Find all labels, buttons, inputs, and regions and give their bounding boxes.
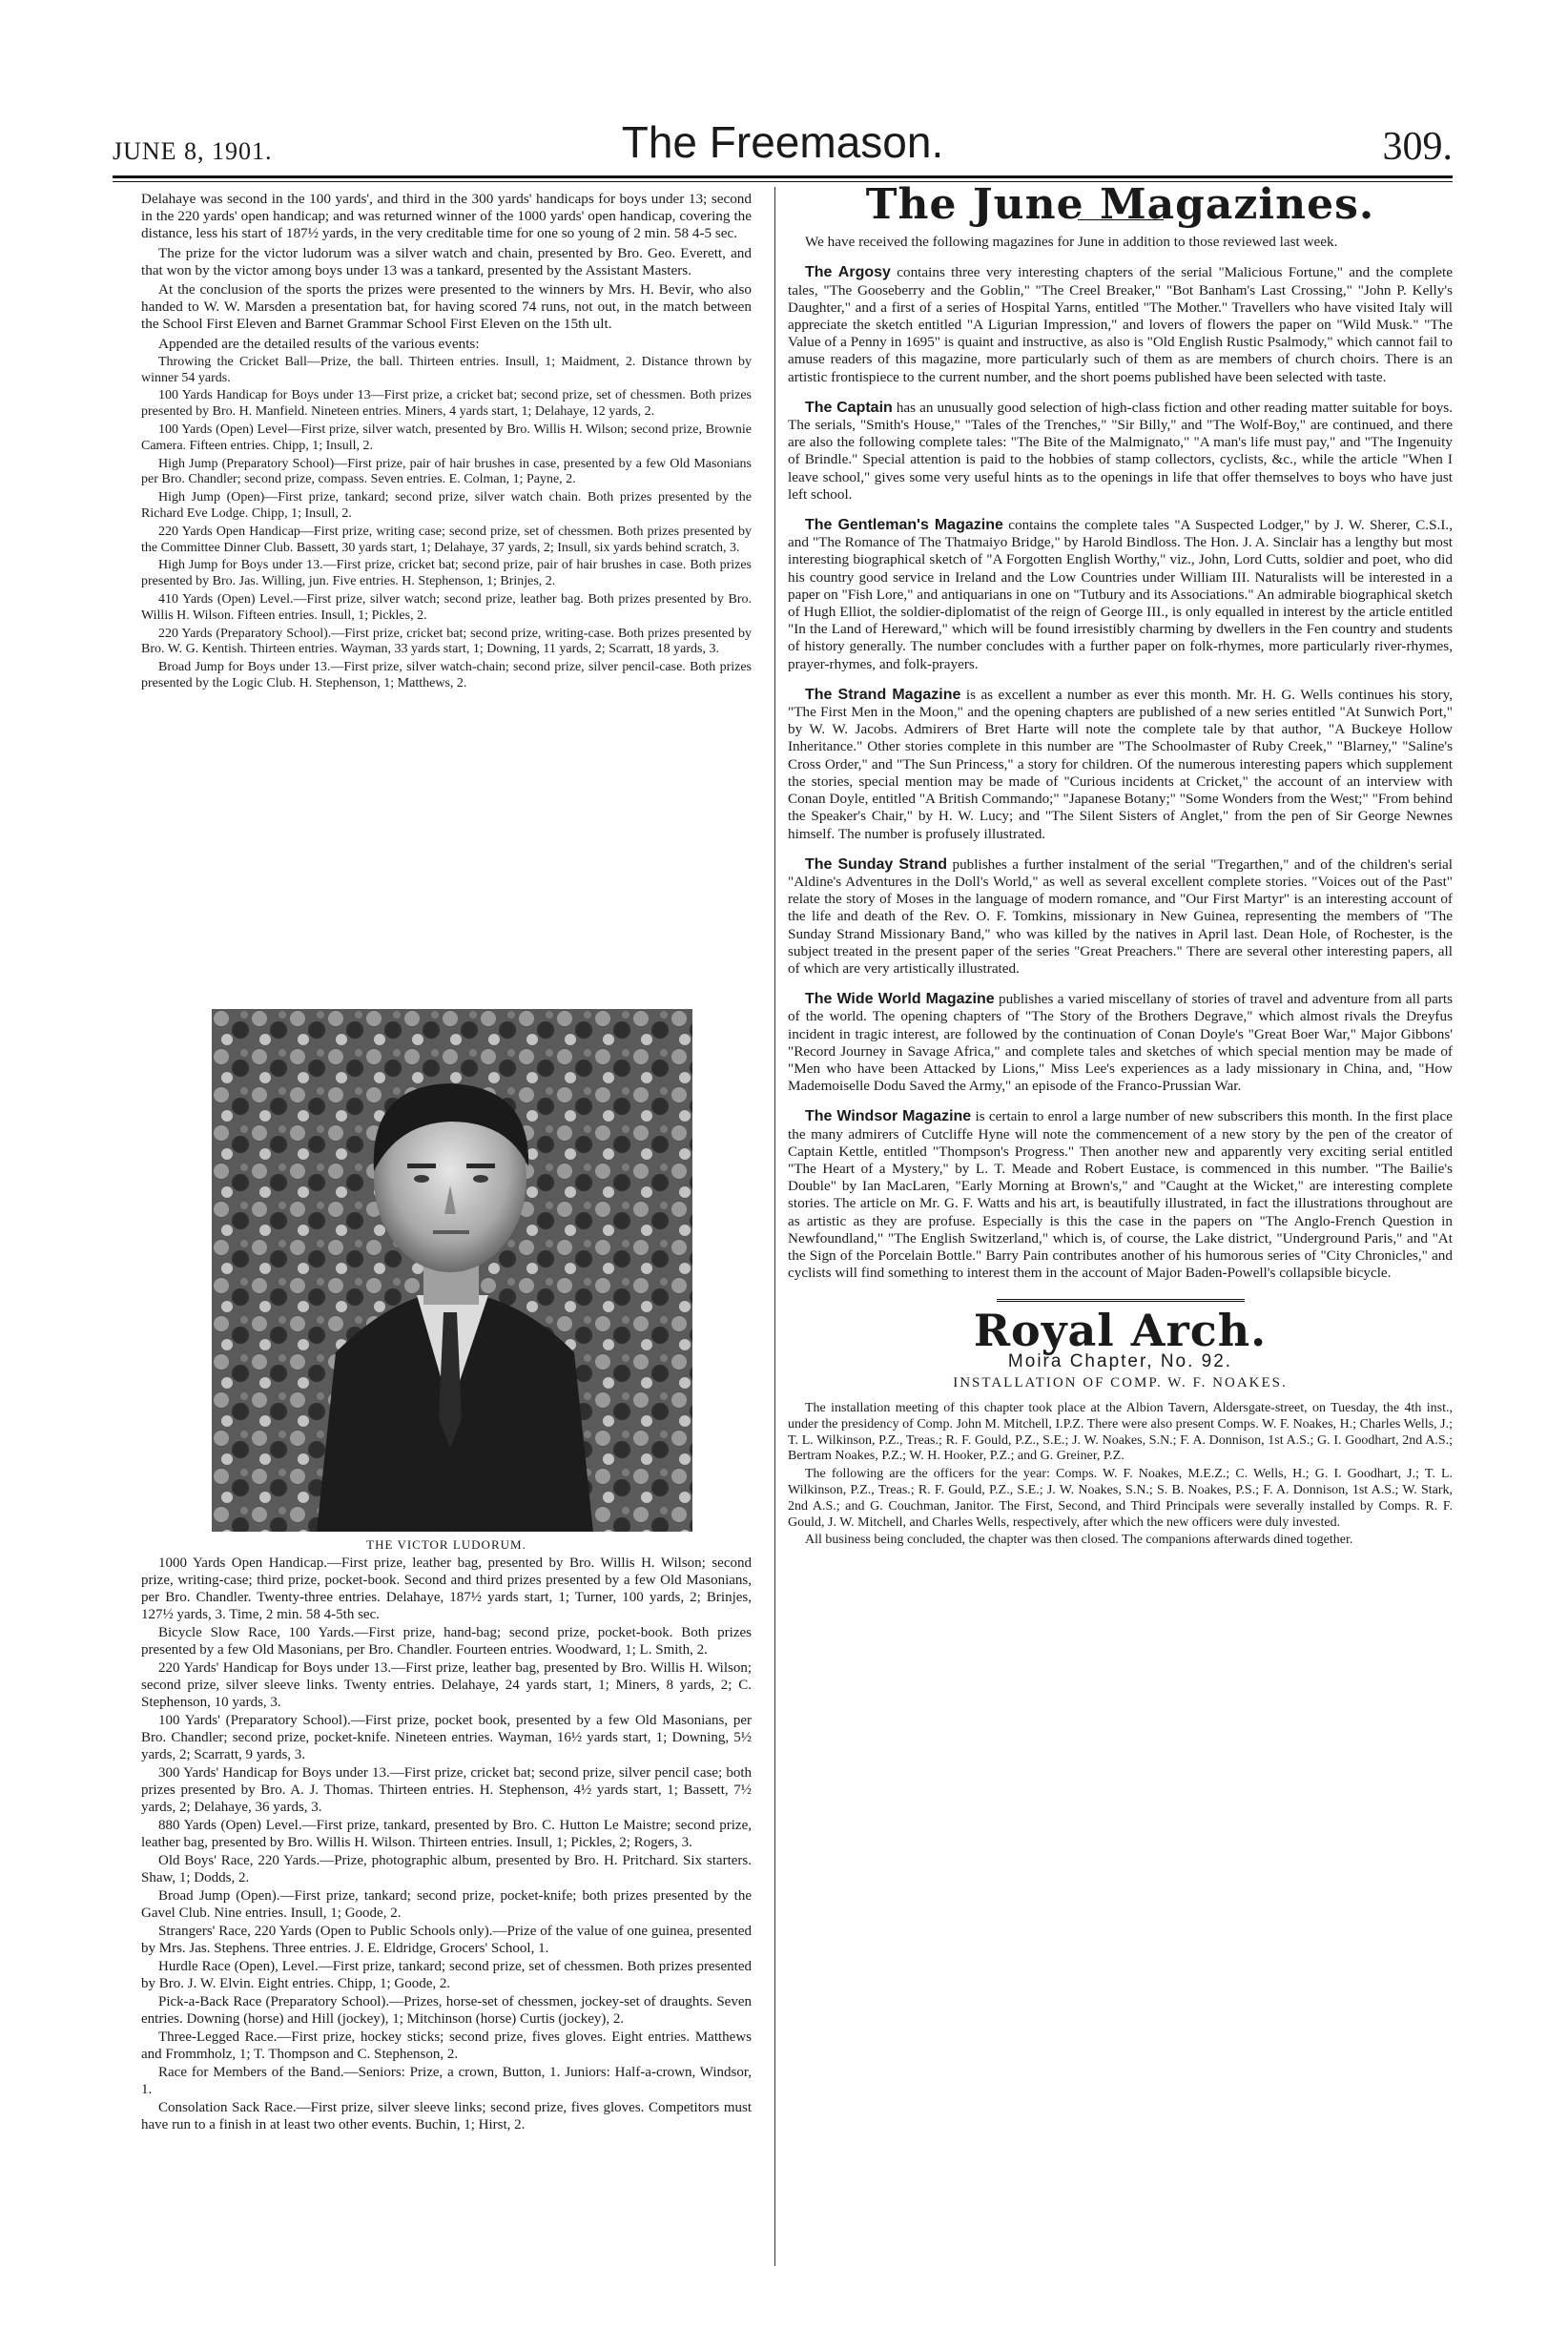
magazine-name: The Captain [805,399,893,416]
issue-date: JUNE 8, 1901. [113,137,273,165]
page-number: 309. [1382,125,1453,169]
result-entry: 1000 Yards Open Handicap.—First prize, leather bag, presented by Bro. Willis H. Wilson; second prize, writing-case; third prize, pocket-book. Second and third prizes presented by a few Old Masonians, per Bro. Chandler. Twenty-three entries. Delahaye, 187½ yards start, 1; Turner, 100 yards, 2; Brinjes, 127½ yards, 3. Time, 2 min. 58 4-5th sec. [141,1555,752,1622]
report-paragraph: The installation meeting of this chapter took place at the Albion Tavern, Aldersgate-street, on Tuesday, the 4th inst., under the presidency of Comp. John M. Mitchell, I.P.Z. There were also present Comps. W. F. Noakes, H.; Charles Wells, J.; T. L. Wilkinson, P.Z., Treas.; R. F. Gould, P.Z., S.E.; J. W. Noakes, S.N.; F. A. Donnison, 1st A.S.; G. I. Goodhart, 2nd A.S.; Bertram Noakes, P.Z.; W. H. Hooker, P.Z.; and G. Greiner, P.Z. [788,1400,1453,1464]
royal-arch-heading: Royal Arch. [973,1305,1268,1357]
article-paragraph: Delahaye was second in the 100 yards', and third in the 300 yards' handicaps for boys under 13; second in the 220 yards' open handicap; and was returned winner of the 1000 yards' open handicap, covering the distance, less his start of 187½ yards, in the very creditable time for one so young of 2 min. 58 4-5 sec. [141,191,752,242]
result-entry: Strangers' Race, 220 Yards (Open to Public Schools only).—Prize of the value of one guinea, presented by Mrs. Jas. Stephens. Three entries. J. E. Eldridge, Grocers' School, 1. [141,1924,752,1956]
result-entry: Bicycle Slow Race, 100 Yards.—First prize, hand-bag; second prize, pocket-book. Both prizes presented by a few Old Masonians, per Bro. Chandler. Fourteen entries. Woodward, 1; L. Smith, 2. [141,1625,752,1658]
magazine-name: The Strand Magazine [805,686,961,703]
result-entry: 220 Yards Open Handicap—First prize, writing case; second prize, set of chessmen. Both prizes presented by the Committee Dinner Club. Bassett, 30 yards start, 1; Delahaye, 37 yards, 2; Insull, six yards behind scratch, 3. [141,524,752,555]
result-entry: 220 Yards (Preparatory School).—First prize, cricket bat; second prize, writing-case. Both prizes presented by Bro. W. G. Kentish. Thirteen entries. Wayman, 33 yards start, 1; Downing, 11 yards, 2; Scarratt, 18 yards, 3. [141,626,752,657]
result-entry: 300 Yards' Handicap for Boys under 13.—First prize, cricket bat; second prize, silver pencil case; both prizes presented by Bro. A. J. Thomas. Thirteen entries. H. Stephenson, 4½ yards start, 1; Bassett, 7½ yards, 2; Delahaye, 36 yards, 3. [141,1765,752,1815]
magazine-review-strand [788,687,1453,843]
publication-title: The Freemason. [621,117,944,167]
left-column-lower [141,1555,752,2134]
royal-arch-report [788,1401,1453,1549]
magazine-review-wide-world [788,991,1453,1095]
magazine-review-argosy [788,264,1453,385]
june-magazines-heading: The June Magazines. [865,180,1375,229]
result-entry: 410 Yards (Open) Level.—First prize, silver watch; second prize, leather bag. Both prizes presented by Bro. Willis H. Wilson. Fifteen entries. Insull, 1; Pickles, 2. [141,591,752,623]
article-paragraph: The prize for the victor ludorum was a silver watch and chain, presented by Bro. Geo. Everett, and that won by the victor among boys under 13 was a tankard, presented by the Assistant Masters. [141,244,752,278]
result-entry: Pick-a-Back Race (Preparatory School).—Prizes, horse-set of chessmen, jockey-set of draughts. Seven entries. Downing (horse) and Hill (jockey), 1; Mitchinson (horse) Curtis (jockey), 2. [141,1994,752,2027]
result-entry: Consolation Sack Race.—First prize, silver sleeve links; second prize, fives gloves. Competitors must have run to a finish in at least two other events. Buchin, 1; Hirst, 2. [141,2100,752,2132]
result-entry: Broad Jump (Open).—First prize, tankard; second prize, pocket-knife; both prizes presented by the Gavel Club. Nine entries. Insull, 1; Goode, 2. [141,1888,752,1921]
magazine-name: The Gentleman's Magazine [805,517,1003,534]
installation-heading: INSTALLATION OF COMP. W. F. NOAKES. [953,1374,1288,1391]
column-divider [774,187,775,2266]
masthead-rule [113,175,1453,178]
magazine-review-text: is as excellent a number as ever this month. Mr. H. G. Wells continues his story, "The First Men in the Moon," and the opening chapters are published of a new series entitled "At Sunwich Port," by W. W. Jacobs. Admirers of Bret Harte will note the complete tale by that author, "A Buckeye Hollow Inheritance." Other stories complete in this number are "The Schoolmaster of Ruby Creek," "Blarney," "Saline's Cross Order," and "The Sun Princess," a story for children. Of the numerous interesting papers which supplement the stories, special mention may be made of "Curious incidents at Cricket," the account of an interview with Conan Doyle, entitled "A British Commando;" "Japanese Botany;" "Some Wonders from the West;" "From behind the Speaker's Chair," by H. W. Lucy; and "The Silent Sisters of Anglet," from the pen of Sir George Newnes himself. The number is profusely illustrated. [788,686,1453,842]
photo-caption: THE VICTOR LUDORUM. [366,1537,526,1552]
report-paragraph: The following are the officers for the year: Comps. W. F. Noakes, M.E.Z.; C. Wells, H.; G. I. Goodhart, J.; T. L. Wilkinson, P.Z., Treas.; R. F. Gould, P.Z., S.E.; J. W. Noakes, S.N.; S. B. Noakes, P.S.; F. A. Donnison, 1st A.S.; W. Stark, 2nd A.S.; and G. Couchman, Janitor. The First, Second, and Third Principals were severally installed by Comps. R. F. Gould, J. W. Mitchell, and Charles Wells, respectively, after which the new officers were duly invested. [788,1467,1453,1530]
result-entry: Three-Legged Race.—First prize, hockey sticks; second prize, fives gloves. Eight entries. Matthews and Frommholz, 1; T. Thompson and C. Stephenson, 2. [141,2029,752,2062]
result-entry: 100 Yards' (Preparatory School).—First prize, pocket book, presented by a few Old Masonians, per Bro. Chandler; second prize, pocket-knife. Nineteen entries. Wayman, 16½ yards start, 1; Downing, 5½ yards, 2; Scarratt, 9 yards, 3. [141,1713,752,1762]
magazine-review-text: contains three very interesting chapters of the serial "Malicious Fortune," and the complete tales, "The Gooseberry and the Goblin," "The Creel Breaker," "Bot Banham's Last Crossing," "John P. Kelly's Daughter," and a first of a series of Hospital Yarns, entitled "The Mother." Travellers who have visited Italy will appreciate the sketch entitled "A Ligurian Impression," and lovers of flowers the paper on "Wild Musk." "The Value of a Penny in 1695" is quaint and instructive, as also is "Old English Rustic Psalmody," which cannot fail to amuse readers of this magazine, more particularly such of them as are members of church choirs. There is an artistic frontispiece to the current number, and the short poems published have been selected with taste. [788,264,1454,385]
result-entry: High Jump (Preparatory School)—First prize, pair of hair brushes in case, presented by a few Old Masonians per Bro. Chandler; second prize, compass. Seven entries. E. Colman, 1; Payne, 2. [141,456,752,487]
magazine-review-sunday-strand [788,856,1453,978]
magazine-review-text: publishes a further instalment of the serial "Tregarthen," and of the children's serial "Aldine's Adventures in the Doll's World," as well as several excellent complete stories. "Voices out of the Past" relate the story of Moses in the language of modern romance, and "Our First Martyr" is an interesting account of the life and death of the Rev. O. F. Tomkins, missionary in New Guinea, representing the members of "The Sunday Strand Missionary Band," who was killed by the natives in April last. Dean Hole, of Rochester, is the subject treated in the present paper of the series "Great Preachers." There are several other interesting papers, all of which are very artistically illustrated. [788,855,1454,977]
report-paragraph: All business being concluded, the chapter was then closed. The companions afterwards dined together. [805,1533,1353,1548]
magazine-review-text: contains the complete tales "A Suspected Lodger," by J. W. Sherer, C.S.I., and "The Romance of The Thatmaiyo Bridge," by Harold Bindloss. The Hon. J. A. Sinclair has a lengthy but most interesting biographical sketch of "A Forgotten English Worthy," viz., John, Lord Cutts, soldier and poet, who did his country good service in Ireland and the Low Countries under William III. Naturalists will be interested in a paper on "Fish Lore," and antiquarians in one on "Tutbury and its Associations." An admirable biographical sketch of Hugh Elliot, the soldier-diplomatist of the reign of George III., is only equalled in interest by the article entitled "In the Land of Hereward," which will be found irresistibly charming by dwellers in the Fen country and students of history generally. The number concludes with a further paper on folk-rhymes, more particularly river-rhymes, prayer-rhymes, and folk-prayers. [788,517,1453,672]
magazine-review-text: has an unusually good selection of high-class fiction and other reading matter suitable for boys. The serials, "Smith's House," "Tales of the Trenches," "Sir Billy," and "The Wolf-Boy," are continued, and there are also the following complete tales: "The Bite of the Malmignato," "A man's life must pay," and "The Ingenuity of Brindle." Special attention is paid to the hobbies of stamp collectors, cyclists, &c., while the article "When I leave school," gives some very useful hints as to the openings in life that offer themselves to boys who have just left school. [788,399,1453,503]
right-column [788,180,1454,1551]
result-entry: High Jump for Boys under 13.—First prize, cricket bat; second prize, pair of hair brushes in case. Both prizes presented by Bro. Jas. Willing, jun. Five entries. H. Stephenson, 1; Brinjes, 2. [141,558,752,589]
portrait-illustration [212,1009,692,1532]
result-entry: Old Boys' Race, 220 Yards.—Prize, photographic album, presented by Bro. H. Pritchard. Six starters. Shaw, 1; Dodds, 2. [141,1853,752,1885]
article-paragraph: At the conclusion of the sports the prizes were presented to the winners by Mrs. H. Bevir, who also handed to W. W. Marsden a presentation bat, for having scored 74 runs, not out, in the match between the School First Eleven and Barnet Grammar School First Eleven on the 15th ult. [141,281,752,333]
magazine-review-text: is certain to enrol a large number of new subscribers this month. In the first place the many admirers of Cutcliffe Hyne will note the commencement of a new story by the pen of the creator of Captain Kettle, entitled "Thompson's Progress." Then another new and apparently very exciting serial entitled "The Heart of a Mystery," by L. T. Meade and Robert Eustace, is commenced in this number. "The Bailie's Double" by Ian MacLaren, "Early Morning at Brown's," and "Caught at the Wicket," are interesting complete stories. The article on Mr. G. F. Watts and his art, is beautifully illustrated, in fact the illustrations throughout are as artistic as they are profuse. Especially is this the case in the papers on "The Anglo-French Question in Newfoundland," "The English Switzerland," which is, of course, the Lake district, "Underground Paris," and "At the Sign of the Porcelain Bottle." Barry Pain contributes another of his humorous series of "City Chronicles," and cyclists will find something to interest them in the account of Major Baden-Powell's collapsible bicycle. [788,1108,1454,1282]
result-entry: 880 Yards (Open) Level.—First prize, tankard, presented by Bro. C. Hutton Le Maistre; second prize, leather bag, presented by Bro. Willis H. Wilson. Thirteen entries. Insull, 1; Pickles, 2; Rogers, 3. [141,1818,752,1850]
result-entry: Throwing the Cricket Ball—Prize, the ball. Thirteen entries. Insull, 1; Maidment, 2. Distance thrown by winner 54 yards. [141,354,752,385]
result-entry: 100 Yards Handicap for Boys under 13—First prize, a cricket bat; second prize, set of chessmen. Both prizes presented by Bro. H. Manfield. Nineteen entries. Miners, 4 yards start, 1; Delahaye, 12 yards, 2. [141,388,752,420]
results-list-upper [141,355,752,692]
magazine-review-text: publishes a varied miscellany of stories of travel and adventure from all parts of the world. The opening chapters of "The Story of the Brothers Degrave," which almost rivals the Dreyfus incident in tragic interest, are followed by the continuation of Conan Doyle's "Great Boer War," Major Gibbons' "Record Journey in Savage Africa," and complete tales and sketches of which special mention may be made of "Men who have been Attacked by Lions," Miss Lee's experiences as a lady missionary in China, and, "How Mademoiselle Dodu Saved the Army," an episode of the Franco-Prussian War. [788,991,1454,1095]
left-column-upper [141,191,752,694]
magazine-name: The Wide World Magazine [805,991,995,1008]
magazine-name: The Sunday Strand [805,855,948,873]
result-entry: High Jump (Open)—First prize, tankard; second prize, silver watch chain. Both prizes presented by the Richard Eve Lodge. Chipp, 1; Insull, 2. [141,490,752,521]
victor-ludorum-photo [212,1009,692,1532]
result-entry: Hurdle Race (Open), Level.—First prize, tankard; second prize, set of chessmen. Both prizes presented by Bro. J. W. Elvin. Eight entries. Chipp, 1; Goode, 2. [141,1959,752,1991]
result-entry: Broad Jump for Boys under 13.—First prize, silver watch-chain; second prize, silver pencil-case. Both prizes presented by the Logic Club. H. Stephenson, 1; Matthews, 2. [141,660,752,690]
intro-paragraph: We have received the following magazines for June in addition to those reviewed last week. [805,234,1338,251]
result-entry: 100 Yards (Open) Level—First prize, silver watch, presented by Bro. Willis H. Wilson; second prize, Brownie Camera. Fifteen entries. Chipp, 1; Insull, 2. [141,422,752,453]
magazine-review-gentlemans [788,517,1453,673]
magazine-name: The Argosy [805,264,891,281]
result-entry: Race for Members of the Band.—Seniors: Prize, a crown, Button, 1. Juniors: Half-a-crown, Windsor, 1. [141,2065,752,2097]
magazine-review-captain [788,400,1453,504]
article-paragraph: Appended are the detailed results of the various events: [158,335,480,352]
masthead [113,116,1453,170]
result-entry: 220 Yards' Handicap for Boys under 13.—First prize, leather bag, presented by Bro. Willis H. Wilson; second prize, silver sleeve links. Twenty entries. Delahaye, 24 yards start, 1; Miners, 8 yards, 2; C. Stephenson, 10 yards, 3. [141,1660,752,1710]
magazine-review-windsor [788,1108,1453,1282]
magazine-name: The Windsor Magazine [805,1108,972,1125]
chapter-heading: Moira Chapter, No. 92. [1007,1350,1233,1371]
